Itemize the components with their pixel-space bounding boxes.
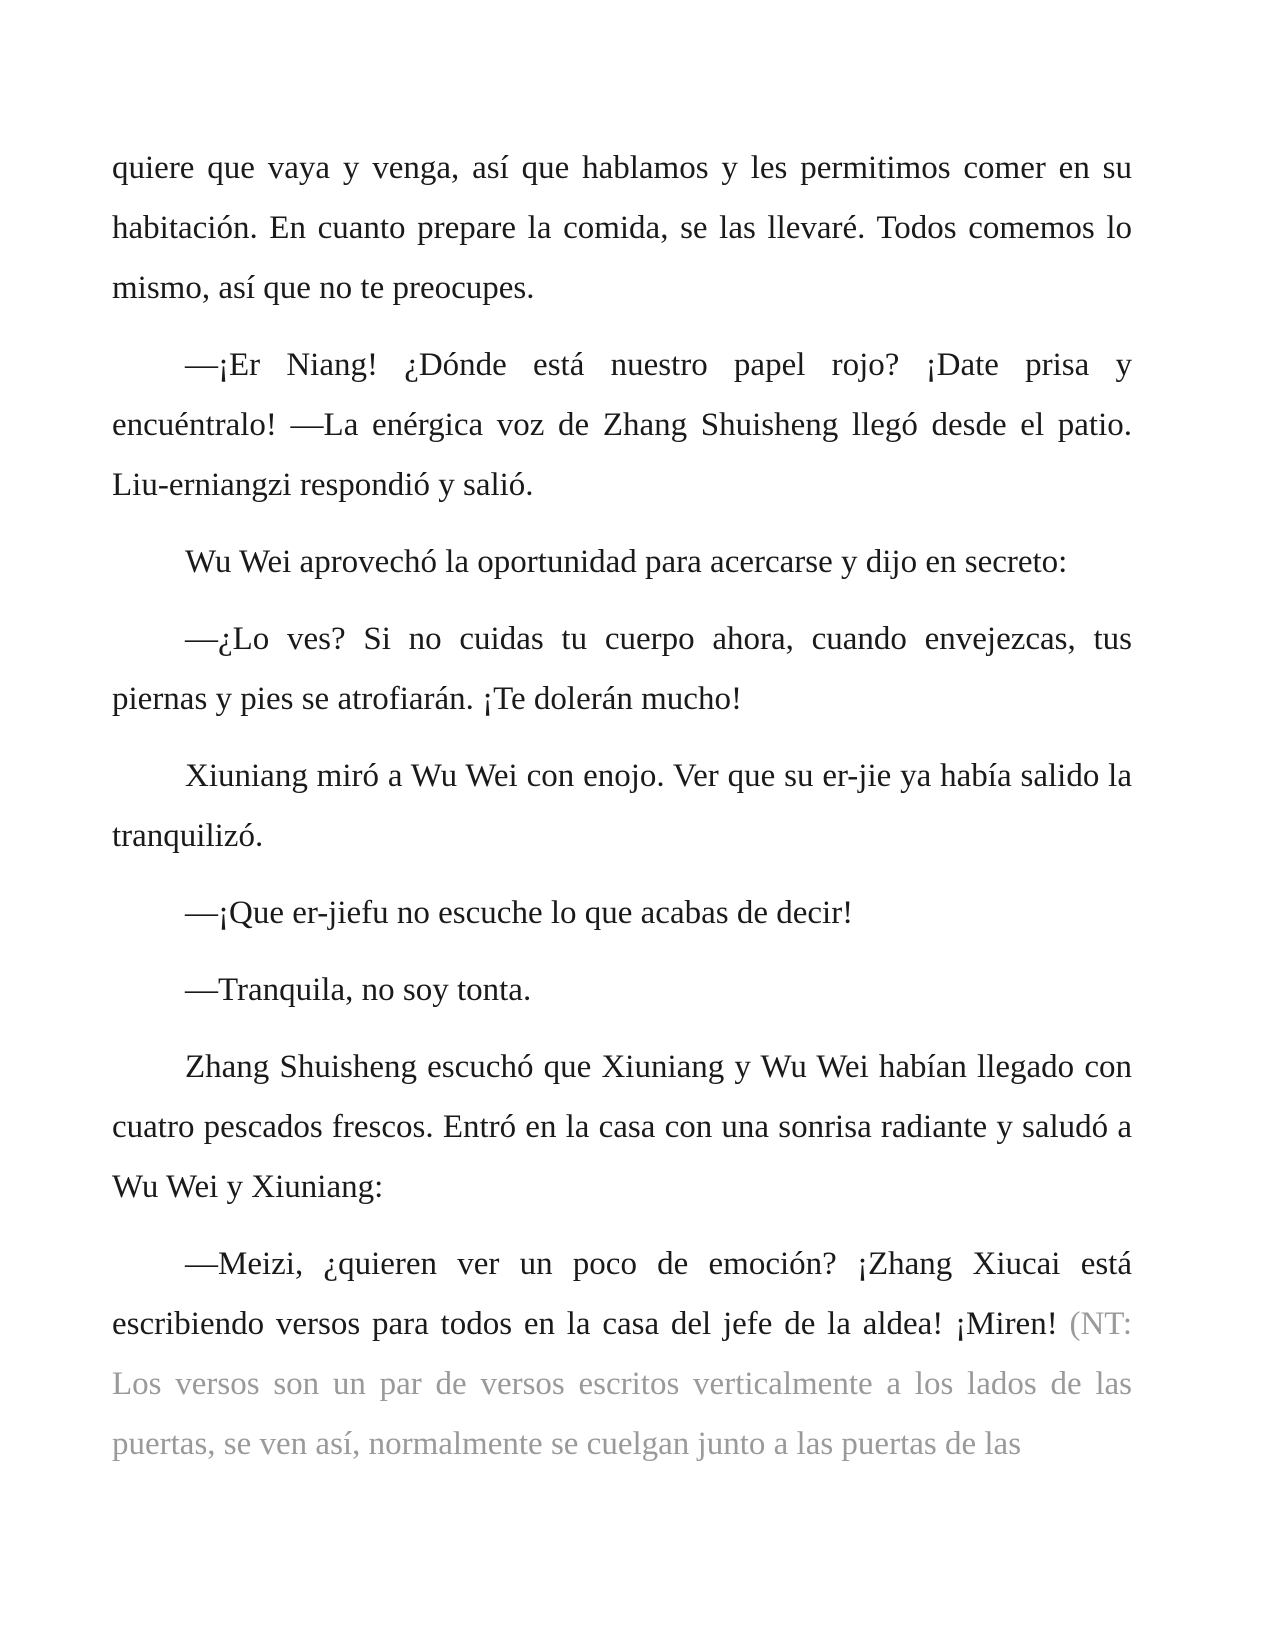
paragraph: Zhang Shuisheng escuchó que Xiuniang y Wu Wei habían llegado con cuatro pescados frescos. Entró en la casa con una sonrisa radiante y saludó a Wu Wei y Xiuniang: xyxy=(112,1049,1132,1205)
translator-note: (NT: Los versos son un par de versos escritos verticalmente a los lados de las puertas, se ven así, normalmente se cuelgan junto a las puertas de las xyxy=(112,1306,1132,1462)
paragraph: Xiuniang miró a Wu Wei con enojo. Ver que su er-jie ya había salido la tranquilizó. xyxy=(112,758,1132,854)
paragraph-with-note xyxy=(112,1234,1132,1474)
paragraph: —Tranquila, no soy tonta. xyxy=(185,972,532,1008)
paragraph: Wu Wei aprovechó la oportunidad para acercarse y dijo en secreto: xyxy=(185,544,1068,580)
document-page xyxy=(112,138,1132,1491)
paragraph: quiere que vaya y venga, así que hablamos y les permitimos comer en su habitación. En cuanto prepare la comida, se las llevaré. Todos comemos lo mismo, así que no te preocupes. xyxy=(112,150,1132,306)
paragraph-text: —Meizi, ¿quieren ver un poco de emoción? ¡Zhang Xiucai está escribiendo versos para todos en la casa del jefe de la aldea! ¡Miren! xyxy=(112,1246,1132,1342)
paragraph: —¡Que er-jiefu no escuche lo que acabas de decir! xyxy=(185,895,854,931)
paragraph: —¿Lo ves? Si no cuidas tu cuerpo ahora, cuando envejezcas, tus piernas y pies se atrofiarán. ¡Te dolerán mucho! xyxy=(112,621,1132,717)
paragraph: —¡Er Niang! ¿Dónde está nuestro papel rojo? ¡Date prisa y encuéntralo! —La enérgica voz de Zhang Shuisheng llegó desde el patio. Liu-erniangzi respondió y salió. xyxy=(112,347,1132,503)
